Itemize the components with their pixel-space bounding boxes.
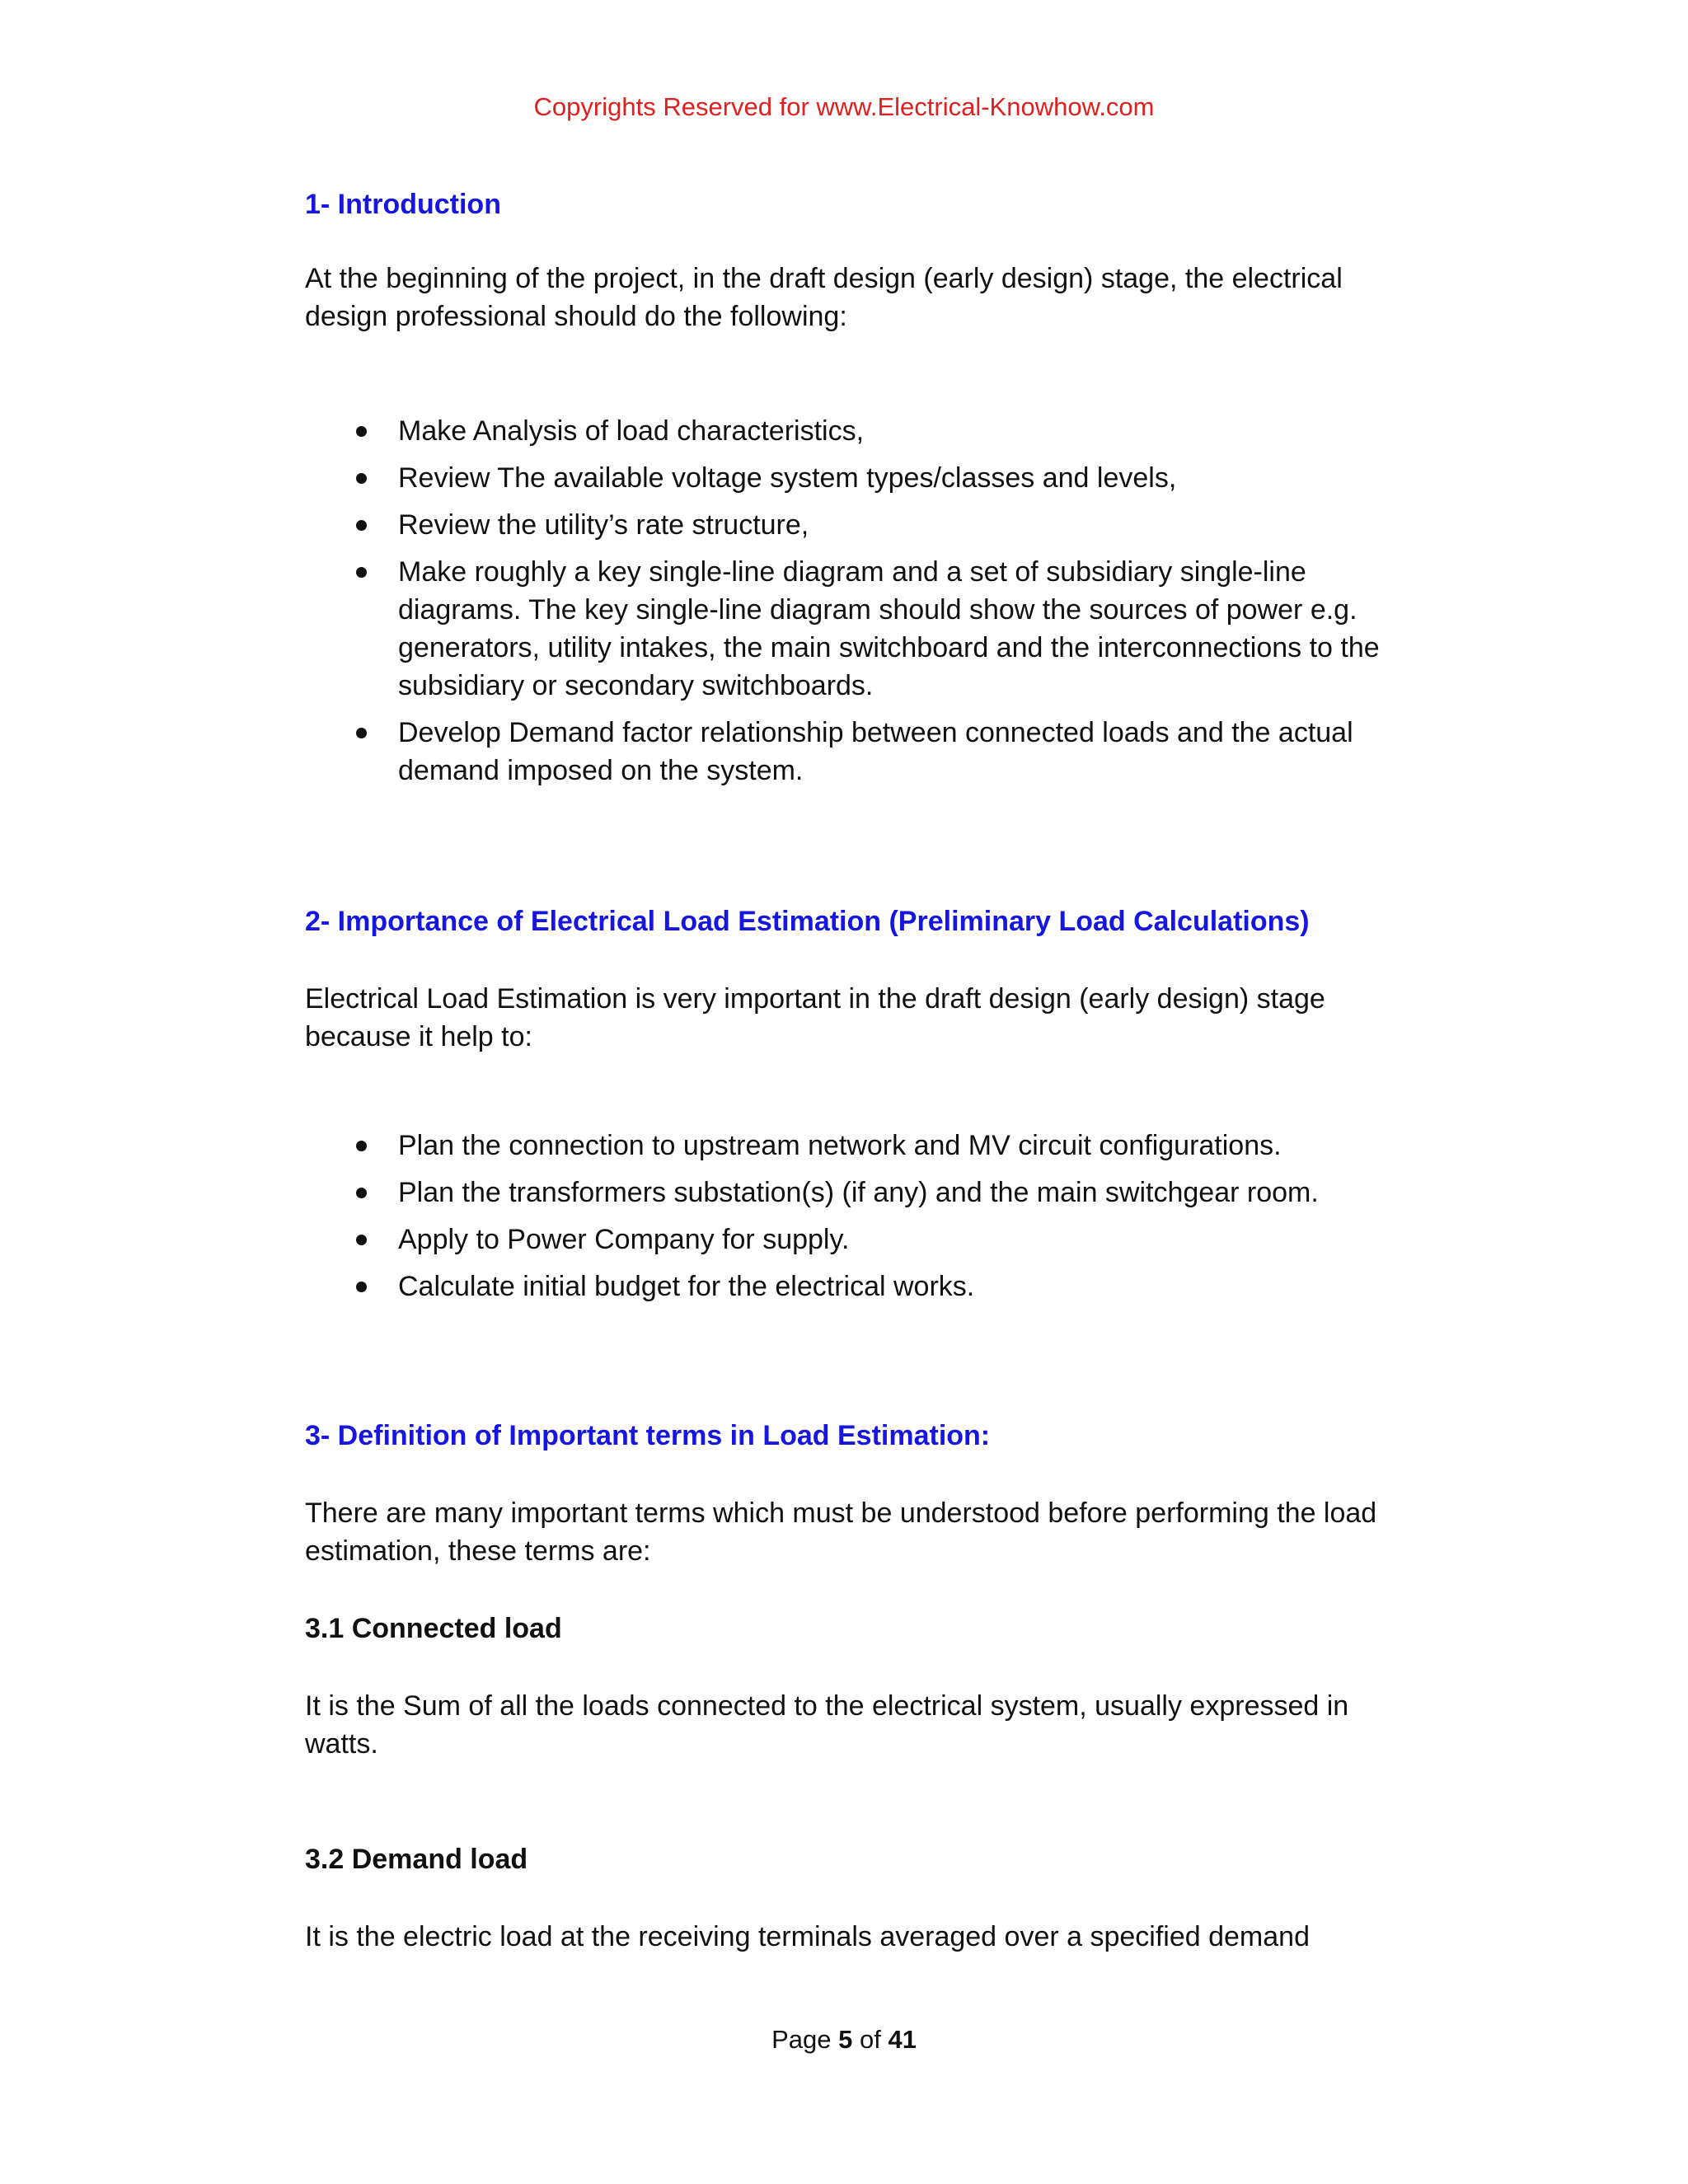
bullet-icon [356,1141,367,1151]
page-label: Page [771,2025,832,2054]
list-item: Make Analysis of load characteristics, [305,412,1401,450]
section-heading-definitions: 3- Definition of Important terms in Load Estimation: [305,1420,991,1451]
list-item: Review the utility’s rate structure, [305,506,1401,544]
list-item: Plan the transformers substation(s) (if any) and the main switchgear room. [305,1174,1401,1212]
copyright-header: Copyrights Reserved for www.Electrical-Knowhow.com [533,92,1155,121]
section-intro-paragraph: Electrical Load Estimation is very important in the draft design (early design) stage because it help to: [305,983,1325,1052]
bullet-icon [356,567,367,578]
bullet-list-importance [305,1127,1401,1305]
bullet-icon [356,520,367,531]
page-number-footer [0,2025,1688,2055]
page-total: 41 [888,2025,917,2054]
bullet-icon [356,1188,367,1198]
page-of-label: of [859,2025,881,2054]
list-item: Plan the connection to upstream network and MV circuit configurations. [305,1127,1401,1165]
bullet-list-introduction [305,412,1401,790]
bullet-icon [356,1235,367,1245]
subsection-paragraph: It is the Sum of all the loads connected to the electrical system, usually expressed in watts. [305,1690,1349,1760]
section-intro-paragraph: There are many important terms which must be understood before performing the load estimation, these terms are: [305,1497,1377,1567]
list-item: Make roughly a key single-line diagram and a set of subsidiary single-line diagrams. The key single-line diagram should show the sources of power e.g. generators, utility intakes, the main switchboard and the interconnections to the subsidiary or secondary switchboards. [305,553,1401,705]
list-item: Apply to Power Company for supply. [305,1221,1401,1258]
page-content [305,185,1401,1956]
section-heading-introduction: 1- Introduction [305,189,501,220]
bullet-icon [356,1282,367,1292]
subsection-heading-demand-load: 3.2 Demand load [305,1844,528,1875]
list-item: Calculate initial budget for the electrical works. [305,1268,1401,1305]
bullet-icon [356,728,367,738]
page-current: 5 [838,2025,853,2054]
bullet-icon [356,426,367,437]
subsection-heading-connected-load: 3.1 Connected load [305,1613,562,1644]
section-intro-paragraph: At the beginning of the project, in the draft design (early design) stage, the electrical design professional should do the following: [305,263,1343,332]
section-heading-importance: 2- Importance of Electrical Load Estimation (Preliminary Load Calculations) [305,906,1310,937]
list-item: Develop Demand factor relationship between connected loads and the actual demand imposed on the system. [305,714,1401,790]
bullet-icon [356,473,367,484]
subsection-paragraph: It is the electric load at the receiving terminals averaged over a specified demand [305,1921,1310,1952]
list-item: Review The available voltage system types/classes and levels, [305,459,1401,497]
